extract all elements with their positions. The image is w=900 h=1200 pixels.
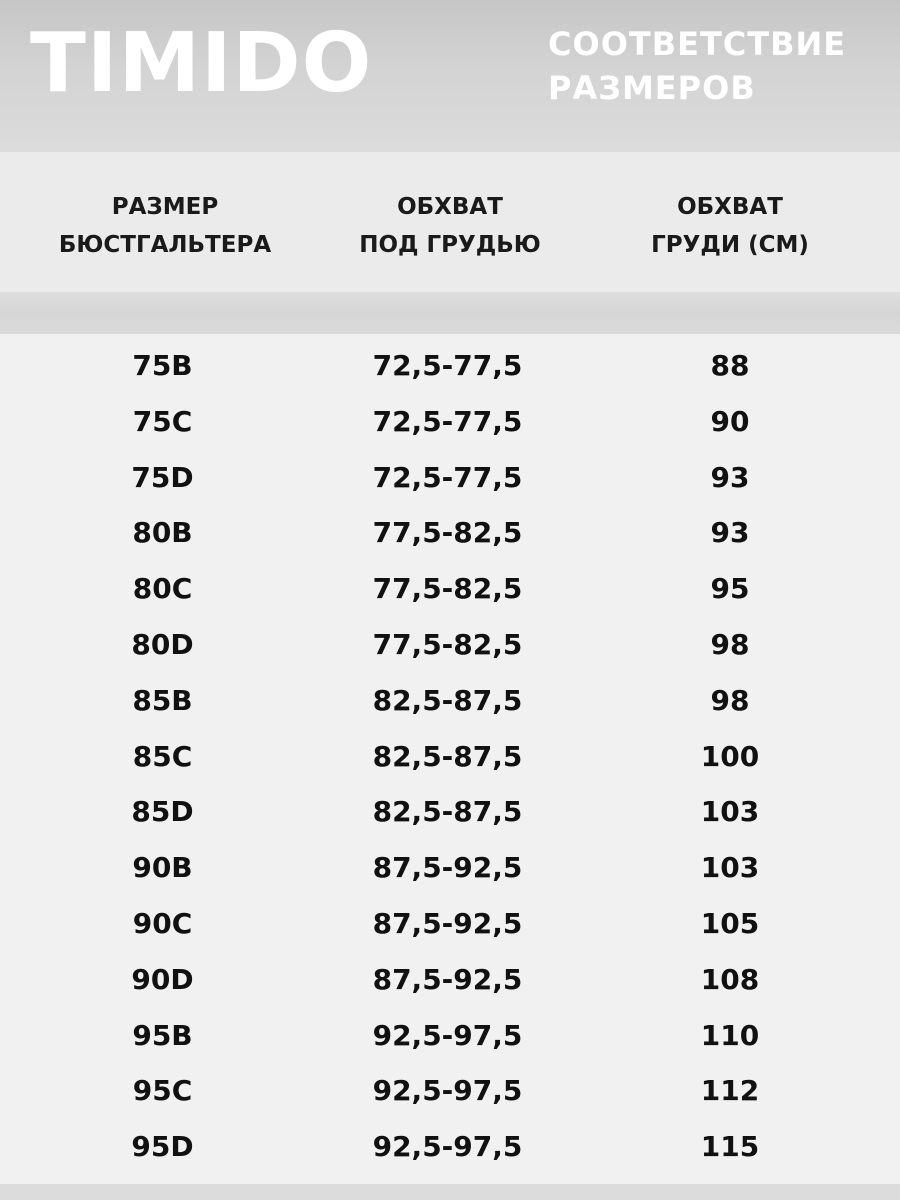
table-row — [0, 1008, 900, 1064]
table-row — [0, 729, 900, 785]
cell-underbust: 92,5-97,5 — [372, 1074, 523, 1108]
table-row — [0, 840, 900, 896]
cell-bra-size: 90D — [131, 962, 194, 996]
table-row — [0, 505, 900, 561]
column-header-bra-size: РАЗМЕР БЮСТГАЛЬТЕРА — [58, 194, 272, 258]
cell-underbust: 87,5-92,5 — [372, 851, 523, 885]
cell-bra-size: 90B — [132, 851, 193, 885]
column-headers — [0, 152, 900, 292]
divider-band — [0, 292, 900, 334]
cell-bra-size: 80B — [132, 516, 193, 550]
cell-bust: 98 — [710, 628, 750, 661]
column-header-bust: ОБХВАТ ГРУДИ (СМ) — [651, 194, 809, 258]
cell-bra-size: 85B — [132, 683, 193, 717]
cell-bust: 88 — [710, 349, 750, 382]
table-row — [0, 673, 900, 729]
cell-bust: 110 — [700, 1018, 760, 1052]
cell-underbust: 72,5-77,5 — [372, 404, 523, 438]
table-row — [0, 394, 900, 450]
cell-bra-size: 75D — [131, 460, 194, 494]
cell-bra-size: 80C — [132, 572, 193, 606]
table-row — [0, 952, 900, 1008]
table-row — [0, 338, 900, 394]
cell-bust: 103 — [700, 795, 760, 829]
table-row — [0, 617, 900, 673]
size-table-body — [0, 334, 900, 1184]
cell-underbust: 72,5-77,5 — [372, 460, 523, 494]
cell-bust: 103 — [700, 851, 760, 885]
cell-underbust: 77,5-82,5 — [372, 628, 523, 661]
cell-underbust: 82,5-87,5 — [372, 739, 523, 773]
cell-bra-size: 95B — [132, 1018, 193, 1052]
cell-underbust: 87,5-92,5 — [372, 962, 523, 996]
cell-bust: 100 — [700, 739, 760, 773]
page-title: СООТВЕТСТВИЕ РАЗМЕРОВ — [548, 25, 847, 107]
cell-bra-size: 95C — [132, 1074, 193, 1108]
cell-bust: 108 — [700, 962, 760, 996]
cell-bra-size: 80D — [131, 628, 194, 661]
table-row — [0, 1063, 900, 1119]
cell-underbust: 77,5-82,5 — [372, 572, 523, 606]
table-row — [0, 1119, 900, 1175]
cell-bust: 112 — [700, 1074, 760, 1108]
cell-underbust: 92,5-97,5 — [372, 1018, 523, 1052]
cell-underbust: 72,5-77,5 — [372, 349, 523, 382]
cell-bust: 95 — [710, 572, 750, 606]
cell-bust: 105 — [700, 907, 760, 940]
header-band — [0, 0, 900, 152]
cell-underbust: 92,5-97,5 — [372, 1130, 523, 1164]
cell-bust: 115 — [700, 1130, 760, 1164]
table-row — [0, 896, 900, 952]
cell-underbust: 82,5-87,5 — [372, 683, 523, 717]
cell-underbust: 77,5-82,5 — [372, 516, 523, 550]
table-row — [0, 784, 900, 840]
cell-bra-size: 90C — [132, 907, 193, 940]
column-header-underbust: ОБХВАТ ПОД ГРУДЬЮ — [359, 194, 541, 258]
table-row — [0, 561, 900, 617]
cell-bra-size: 85C — [132, 739, 193, 773]
bottom-band — [0, 1184, 900, 1200]
cell-underbust: 87,5-92,5 — [372, 907, 523, 940]
cell-bra-size: 75B — [132, 349, 193, 382]
cell-bust: 90 — [710, 404, 750, 438]
table-row — [0, 450, 900, 506]
cell-bust: 98 — [710, 683, 750, 717]
cell-bust: 93 — [710, 460, 750, 494]
cell-bra-size: 75C — [132, 404, 193, 438]
cell-bust: 93 — [710, 516, 750, 550]
brand-logo: TIMIDO — [30, 16, 373, 111]
cell-underbust: 82,5-87,5 — [372, 795, 523, 829]
cell-bra-size: 95D — [131, 1130, 194, 1164]
cell-bra-size: 85D — [131, 795, 194, 829]
